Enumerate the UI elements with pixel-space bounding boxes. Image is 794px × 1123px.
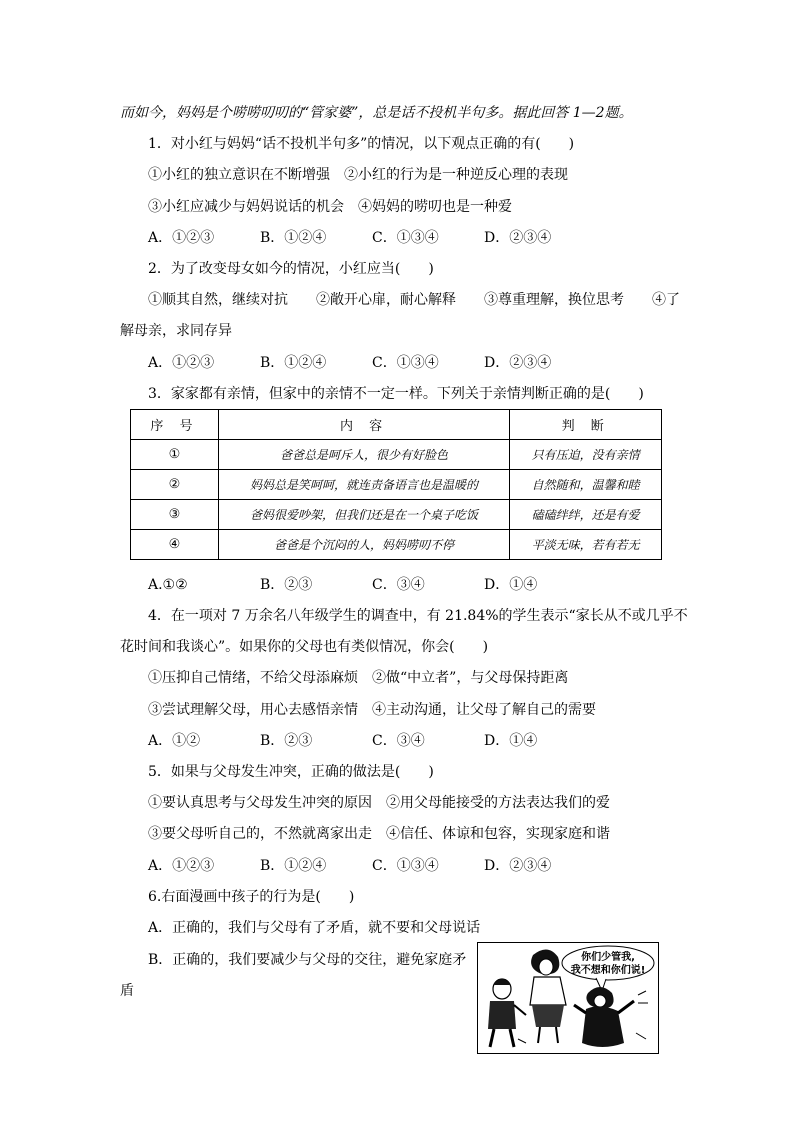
q4-stem-line1: 4．在一项对 7 万余名八年级学生的调查中，有 21.84%的学生表示“家长从不或几乎不 [148, 608, 688, 624]
q2-option-d[interactable]: D．②③④ [484, 355, 552, 371]
father-hair [493, 979, 511, 985]
table-row [131, 530, 662, 560]
q5-stem: 5．如果与父母发生冲突，正确的做法是( ) [148, 764, 434, 780]
mother-body [530, 977, 566, 1005]
q2-items-line1: ①顺其自然，继续对抗 ②敞开心扉，耐心解释 ③尊重理解，换位思考 ④了 [148, 292, 680, 308]
q2-stem: 2．为了改变母女如今的情况，小红应当( ) [148, 261, 434, 277]
q3-option-c[interactable]: C．③④ [372, 577, 425, 593]
bubble-line2: 我不想和你们说! [570, 965, 646, 976]
q4-stem-line2: 花时间和我谈心”。如果你的父母也有类似情况，你会( ) [120, 639, 489, 655]
q5-option-a[interactable]: A．①②③ [148, 858, 215, 874]
q4-option-b[interactable]: B．②③ [260, 733, 313, 749]
q4-option-c[interactable]: C．③④ [372, 733, 425, 749]
table-row [131, 500, 662, 530]
q1-option-b[interactable]: B．①②④ [260, 230, 327, 246]
q2-option-c[interactable]: C．①③④ [372, 355, 439, 371]
q1-items-line2: ③小红应减少与妈妈说话的机会 ④妈妈的唠叨也是一种爱 [148, 199, 512, 215]
table-header-row [131, 410, 662, 440]
q5-items-line2: ③要父母听自己的，不然就离家出走 ④信任、体谅和包容，实现家庭和谐 [148, 826, 610, 842]
q3-stem: 3．家家都有亲情，但家中的亲情不一定一样。下列关于亲情判断正确的是( ) [148, 386, 644, 402]
q3-judgment-table [130, 409, 662, 560]
q4-option-d[interactable]: D．①④ [484, 733, 538, 749]
row-number: ① [131, 440, 219, 470]
q2-option-a[interactable]: A．①②③ [148, 355, 215, 371]
cartoon-illustration [478, 943, 658, 1053]
child-face [594, 995, 606, 1007]
row-number: ② [131, 470, 219, 500]
q1-option-c[interactable]: C．①③④ [372, 230, 439, 246]
q6-option-a[interactable]: A．正确的，我们与父母有了矛盾，就不要和父母说话 [148, 920, 481, 936]
row-content: 爸爸是个沉闷的人，妈妈唠叨不停 [218, 530, 509, 560]
cartoon-image [477, 942, 659, 1054]
q5-option-c[interactable]: C．①③④ [372, 858, 439, 874]
header-number: 序 号 [131, 410, 219, 440]
q6-option-b-continued: 盾 [120, 983, 134, 999]
q2-items-line2: 解母亲，求同存异 [120, 323, 232, 339]
row-number: ④ [131, 530, 219, 560]
q4-items-line1: ①压抑自己情绪，不给父母添麻烦 ②做“中立者”，与父母保持距离 [148, 670, 569, 686]
mother-skirt [532, 1005, 564, 1027]
q1-option-a[interactable]: A．①②③ [148, 230, 215, 246]
row-content: 爸爸总是呵斥人，很少有好脸色 [218, 440, 509, 470]
row-judgment: 平淡无味，若有若无 [510, 530, 662, 560]
mother-face [539, 959, 553, 975]
table-row [131, 470, 662, 500]
row-judgment: 自然随和，温馨和睦 [510, 470, 662, 500]
row-content: 爸妈很爱吵架，但我们还是在一个桌子吃饭 [218, 500, 509, 530]
table-row [131, 440, 662, 470]
q3-option-d[interactable]: D．①④ [484, 577, 538, 593]
intro-text: 而如今，妈妈是个唠唠叨叨的“管家婆”，总是话不投机半句多。据此回答 1—2题。 [120, 105, 633, 121]
q6-stem: 6.右面漫画中孩子的行为是( ) [148, 889, 355, 905]
q3-option-a[interactable]: A.①② [148, 577, 188, 593]
row-content: 妈妈总是笑呵呵，就连责备语言也是温暖的 [218, 470, 509, 500]
q3-option-b[interactable]: B．②③ [260, 577, 313, 593]
q1-items-line1: ①小红的独立意识在不断增强 ②小红的行为是一种逆反心理的表现 [148, 167, 568, 183]
q4-items-line2: ③尝试理解父母，用心去感悟亲情 ④主动沟通，让父母了解自己的需要 [148, 702, 596, 718]
row-judgment: 只有压迫，没有亲情 [510, 440, 662, 470]
row-number: ③ [131, 500, 219, 530]
bubble-line1: 你们少管我, [581, 952, 635, 963]
father-body [488, 1001, 516, 1029]
q5-items-line1: ①要认真思考与父母发生冲突的原因 ②用父母能接受的方法表达我们的爱 [148, 795, 610, 811]
q1-option-d[interactable]: D．②③④ [484, 230, 552, 246]
q2-option-b[interactable]: B．①②④ [260, 355, 327, 371]
q5-option-d[interactable]: D．②③④ [484, 858, 552, 874]
q5-option-b[interactable]: B．①②④ [260, 858, 327, 874]
q1-stem: 1．对小红与妈妈“话不投机半句多”的情况，以下观点正确的有( ) [148, 136, 575, 152]
header-judgment: 判 断 [510, 410, 662, 440]
header-content: 内 容 [218, 410, 509, 440]
q4-option-a[interactable]: A．①② [148, 733, 201, 749]
row-judgment: 磕磕绊绊，还是有爱 [510, 500, 662, 530]
q6-option-b[interactable]: B．正确的，我们要减少与父母的交往，避免家庭矛 [148, 952, 467, 968]
